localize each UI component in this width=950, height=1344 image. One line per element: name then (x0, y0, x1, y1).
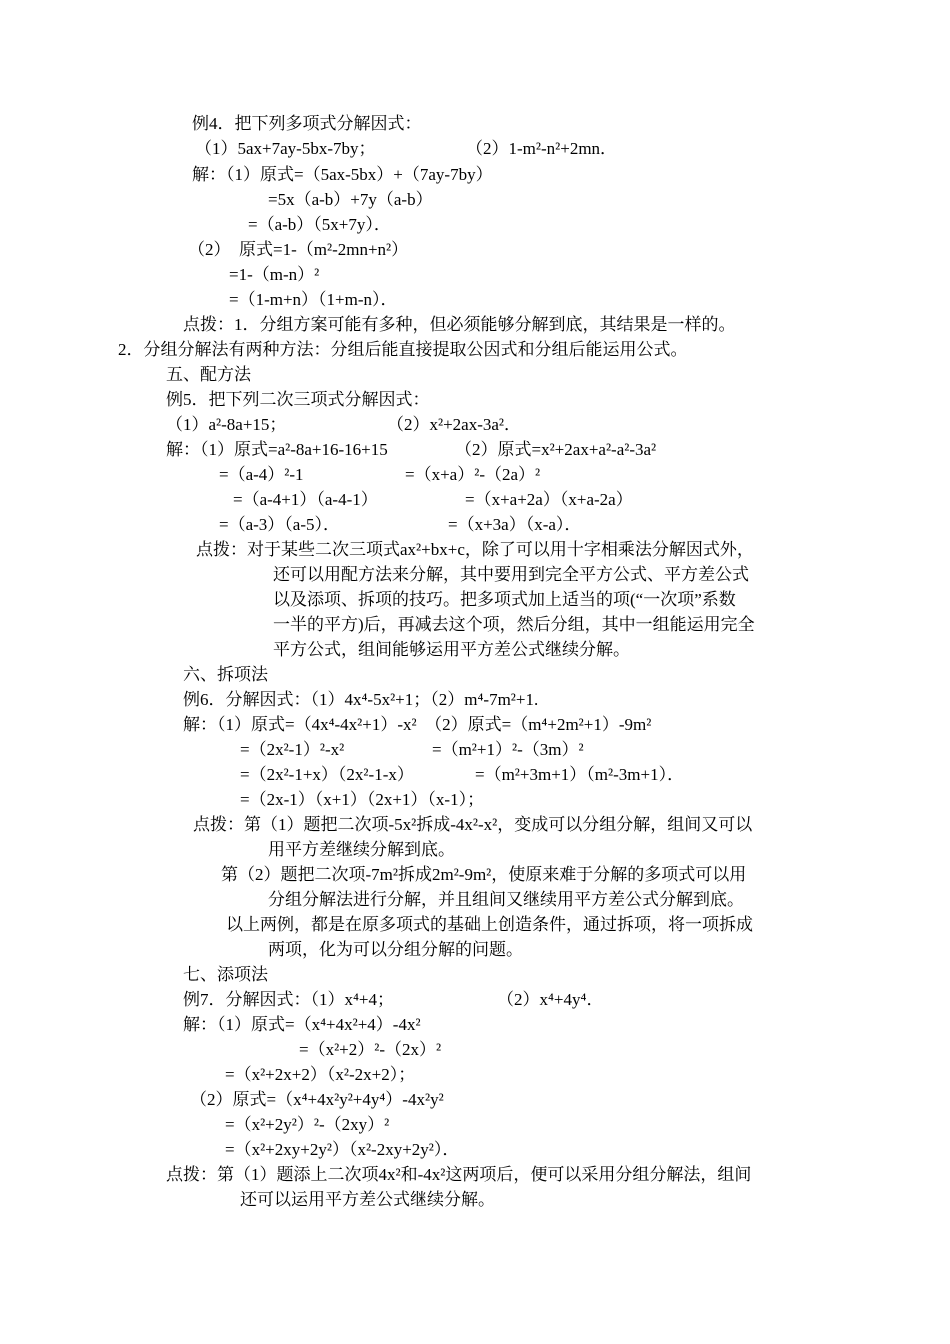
text-line: 解：（1）原式=（x⁴+4x²+4）-4x² (183, 1015, 421, 1034)
text-line: =（m²+3m+1）（m²-3m+1）． (475, 765, 685, 784)
text-line: （2） 原式=1-（m²-2mn+n²） (188, 240, 409, 259)
text-line: 两项，化为可以分组分解的问题。 (268, 940, 523, 959)
text-line: 分组分解法进行分解，并且组间又继续用平方差公式分解到底。 (268, 890, 744, 909)
text-line: 点拨：对于某些二次三项式ax²+bx+c，除了可以用十字相乘法分解因式外， (196, 540, 754, 559)
text-line: =（2x²-1）²-x² (240, 740, 345, 759)
text-line: 以上两例，都是在原多项式的基础上创造条件，通过拆项，将一项拆成 (226, 915, 753, 934)
text-line: 例6．分解因式：（1）4x⁴-5x²+1；（2）m⁴-7m²+1. (183, 690, 539, 709)
text-line: 解：（1）原式=（4x⁴-4x²+1）-x² （2）原式=（m⁴+2m²+1）-9m² (183, 715, 652, 734)
text-line: =（a-4+1）（a-4-1） (233, 490, 378, 509)
text-line: =（a-b）（5x+7y）． (248, 215, 391, 234)
text-line: （2）原式=x²+2ax+a²-a²-3a² (455, 440, 657, 459)
text-line: 用平方差继续分解到底。 (268, 840, 455, 859)
text-line: 七、添项法 (183, 965, 268, 984)
text-line: =1-（m-n）² (229, 265, 320, 284)
text-line: 五、配方法 (166, 365, 251, 384)
text-line: 还可以运用平方差公式继续分解。 (240, 1190, 495, 1209)
text-line: 还可以用配方法来分解，其中要用到完全平方公式、平方差公式 (273, 565, 749, 584)
text-line: =（a-3）（a-5）． (219, 515, 341, 534)
text-line: =（x²+2x+2）（x²-2x+2）； (225, 1065, 416, 1084)
text-line: （2）1-m²-n²+2mn． (466, 139, 618, 158)
text-line: （1）a²-8a+15； (166, 415, 287, 434)
text-line: 例7．分解因式：（1）x⁴+4； (183, 990, 395, 1009)
text-line: =（2x²-1+x）（2x²-1-x） (240, 765, 414, 784)
text-line: =（x²+2）²-（2x）² (299, 1040, 442, 1059)
text-line: 例4．把下列多项式分解因式： (192, 114, 422, 133)
text-line: 解：（1）原式=（5ax-5bx）+（7ay-7by） (192, 165, 493, 184)
text-line: =（x²+2y²）²-（2xy）² (225, 1115, 390, 1134)
text-line: 第（2）题把二次项-7m²拆成2m²-9m²，使原来难于分解的多项式可以用 (221, 865, 747, 884)
text-line: （2）原式=（x⁴+4x²y²+4y⁴）-4x²y² (190, 1090, 444, 1109)
text-line: =（x+a）²-（2a）² (405, 465, 541, 484)
text-line: 以及添项、拆项的技巧。把多项式加上适当的项(“一次项”系数 (273, 590, 736, 609)
text-line: =（m²+1）²-（3m）² (432, 740, 584, 759)
text-line: 六、拆项法 (183, 665, 268, 684)
text-line: =（x²+2xy+2y²）（x²-2xy+2y²）． (225, 1140, 460, 1159)
text-line: （1）5ax+7ay-5bx-7by； (195, 139, 376, 158)
text-line: 2．分组分解法有两种方法：分组后能直接提取公因式和分组后能运用公式。 (118, 340, 688, 359)
text-line: =（a-4）²-1 (219, 465, 304, 484)
text-line: 例5．把下列二次三项式分解因式： (166, 390, 430, 409)
text-line: 点拨：第（1）题把二次项-5x²拆成-4x²-x²，变成可以分组分解，组间又可以 (193, 815, 753, 834)
text-line: 一半的平方)后，再减去这个项，然后分组，其中一组能运用完全 (273, 615, 755, 634)
text-line: （2）x⁴+4y⁴． (497, 990, 604, 1009)
text-line: =（1-m+n）（1+m-n）． (229, 290, 398, 309)
text-line: =5x（a-b）+7y（a-b） (268, 190, 433, 209)
text-line: 解：（1）原式=a²-8a+16-16+15 (166, 440, 388, 459)
text-line: =（x+3a）（x-a）． (448, 515, 582, 534)
text-line: （2）x²+2ax-3a²． (387, 415, 522, 434)
text-line: 点拨：1．分组方案可能有多种，但必须能够分解到底，其结果是一样的。 (183, 315, 736, 334)
text-line: =（2x-1）（x+1）（2x+1）（x-1）； (240, 790, 485, 809)
text-line: =（x+a+2a）（x+a-2a） (465, 490, 633, 509)
text-line: 点拨：第（1）题添上二次项4x²和-4x²这两项后，便可以采用分组分解法，组间 (166, 1165, 752, 1184)
text-line: 平方公式，组间能够运用平方差公式继续分解。 (273, 640, 630, 659)
